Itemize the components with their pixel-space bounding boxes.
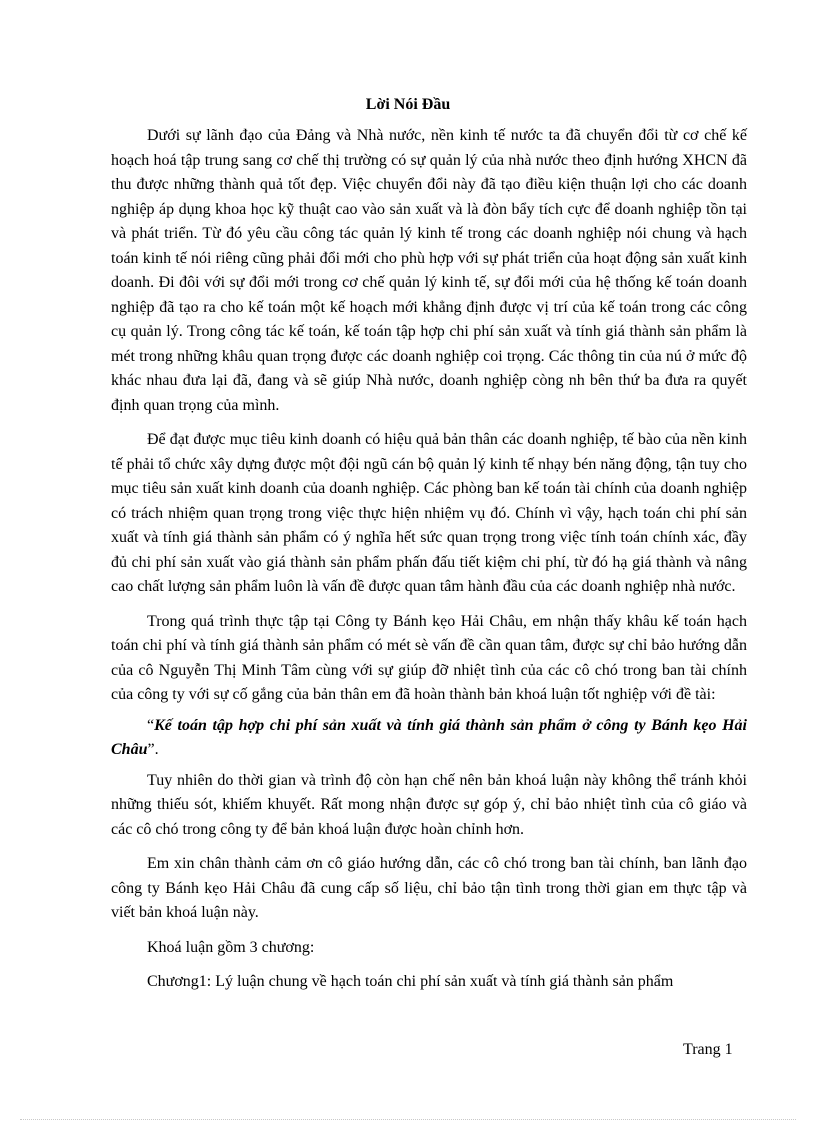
page-number: Trang 1 <box>683 1041 733 1058</box>
topic-close-quote: ”. <box>147 741 159 758</box>
paragraph-chapter-1: Chương1: Lý luận chung về hạch toán chi phí sản xuất và tính giá thành sản phẩm <box>147 973 674 990</box>
topic-open-quote: “ <box>147 716 155 734</box>
topic-title: Kế toán tập hợp chi phí sản xuất và tính giá thành sản phẩm ở công ty Bánh kẹo Hải Châu <box>111 716 747 758</box>
page-bottom-divider <box>20 1119 796 1120</box>
paragraph-goals: Để đạt được mục tiêu kinh doanh có hiệu quả bản thân các doanh nghiệp, tế bào của nền kinh tế phải tổ chức xây dựng được một đội ngũ cán bộ quản lý kinh tế nhạy bén năng động, tận tuy cho mục tiêu sản xuất kinh doanh của doanh nghiệp. Các phòng ban kế toán tài chính của doanh nghiệp có trách nhiệm quan trọng trong việc thực hiện nhiệm vụ đó. Chính vì vậy, hạch toán chi phí sản xuất và tính giá thành sản phẩm có ý nghĩa hết sức quan trọng trong việc tính toán chính xác, đầy đủ chi phí sản xuất vào giá thành sản phẩm phấn đấu tiết kiệm chi phí, từ đó hạ giá thành và nâng cao chất lượng sản phẩm luôn là vấn đề được quan tâm hành đầu của các doanh nghiệp nhà nước. <box>111 431 747 595</box>
paragraph-intro: Dưới sự lãnh đạo của Đảng và Nhà nước, nền kinh tế nước ta đã chuyển đổi từ cơ chế kế hoạch hoá tập trung sang cơ chế thị trường có sự quản lý của nhà nước theo định hướng XHCN đã thu được những thành quả tốt đẹp. Việc chuyển đổi này đã tạo điều kiện thuận lợi cho các doanh nghiệp áp dụng khoa học kỹ thuật cao vào sản xuất và là đòn bẩy tích cực để doanh nghiệp tồn tại và phát triển. Từ đó yêu cầu công tác quản lý kinh tế trong các doanh nghiệp nói chung và hạch toán kinh tế nói riêng cũng phải đổi mới cho phù hợp với sự phát triển của hoạt động sản xuất kinh doanh. Đi đôi với sự đổi mới trong cơ chế quản lý kinh tế, sự đổi mới của hệ thống kế toán doanh nghiệp đã tạo ra cho kế toán một kế hoạch mới khẳng định được vị trí của kế toán trong các công cụ quản lý. Trong công tác kế toán, kế toán tập hợp chi phí sản xuất và tính giá thành sản phẩm là mét trong những khâu quan trọng được các doanh nghiệp coi trọng. Các thông tin của nú ở mức độ khác nhau đưa lại đã, đang và sẽ giúp Nhà nước, doanh nghiệp còng nh bên thứ ba đưa ra quyết định quan trọng của mình. <box>111 127 747 414</box>
paragraph-chapters-intro: Khoá luận gồm 3 chương: <box>147 938 315 956</box>
document-body <box>111 124 747 1005</box>
paragraph-internship: Trong quá trình thực tập tại Công ty Bánh kẹo Hải Châu, em nhận thấy khâu kế toán hạch toán chi phí và tính giá thành sản phẩm có mét sè vấn đề cần quan tâm, được sự chỉ bảo hướng dẫn của cô Nguyễn Thị Minh Tâm cùng với sự giúp đỡ nhiệt tình của các cô chó trong ban tài chính của công ty với sự cố gắng của bản thân em đã hoàn thành bản khoá luận tốt nghiệp với đề tài: <box>111 612 747 703</box>
document-title: Lời Nói Đầu <box>365 96 451 113</box>
paragraph-thanks: Em xin chân thành cảm ơn cô giáo hướng dẫn, các cô chó trong ban tài chính, ban lãnh đạo công ty Bánh kẹo Hải Châu đã cung cấp số liệu, chỉ bảo tận tình trong thời gian em thực tập và viết bản khoá luận này. <box>111 855 747 921</box>
paragraph-limitations: Tuy nhiên do thời gian và trình độ còn hạn chế nên bản khoá luận này không thể tránh khỏi những thiếu sót, khiếm khuyết. Rất mong nhận được sự góp ý, chỉ bảo nhiệt tình của cô giáo và các cô chó trong công ty để bản khoá luận được hoàn chỉnh hơn. <box>111 771 747 838</box>
paragraph-topic <box>111 714 747 763</box>
